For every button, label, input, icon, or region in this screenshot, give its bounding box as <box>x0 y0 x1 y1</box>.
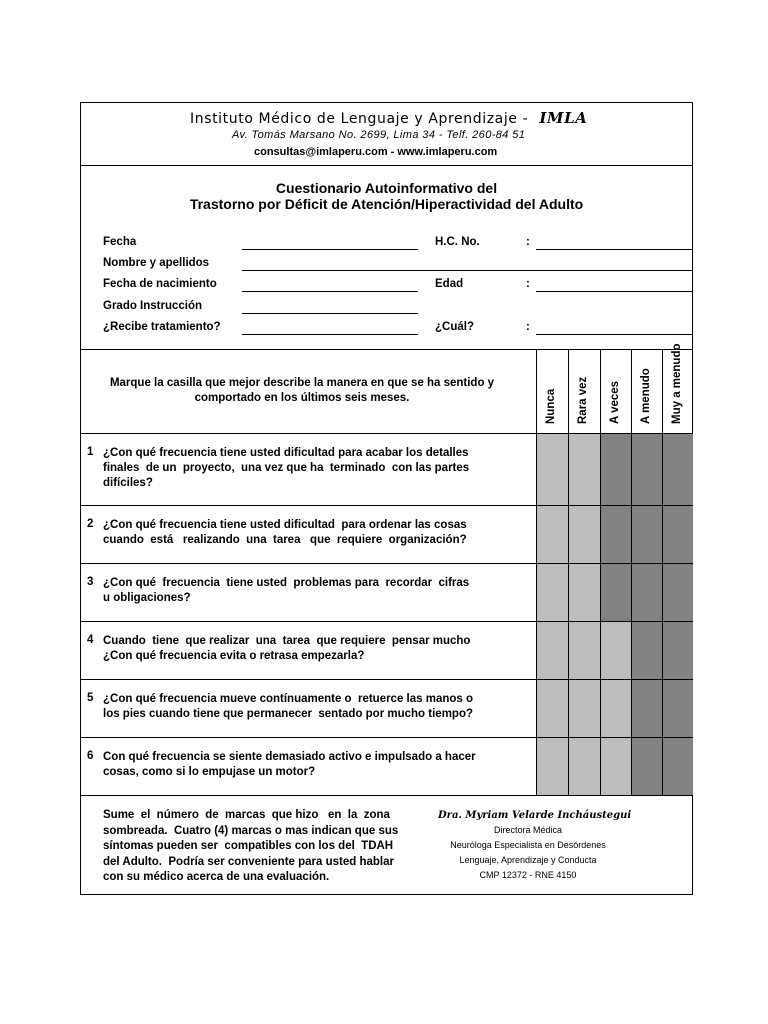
cual-field[interactable] <box>536 334 693 335</box>
answer-cell-q4-c1[interactable] <box>536 621 568 679</box>
answer-cell-q1-c3[interactable] <box>600 433 631 505</box>
cual-label: ¿Cuál? <box>435 321 474 333</box>
answer-cell-q6-c5[interactable] <box>662 737 693 795</box>
answer-cell-q1-c4[interactable] <box>631 433 662 505</box>
fecha-label: Fecha <box>103 236 137 248</box>
contact-line: consultas@imlaperu.com - www.imlaperu.com <box>254 146 498 158</box>
tratamiento-label: ¿Recibe tratamiento? <box>103 321 221 333</box>
doctor-name: Dra. Myriam Velarde Incháustegui <box>438 810 632 821</box>
title-line-2: Trastorno por Déficit de Atención/Hiperactividad del Adulto <box>189 196 584 212</box>
tratamiento-field[interactable] <box>242 334 418 335</box>
row-divider <box>80 505 693 506</box>
column-divider <box>662 349 663 795</box>
answer-cell-q3-c2[interactable] <box>568 563 600 621</box>
row-divider <box>80 563 693 564</box>
hc-colon: : <box>526 236 530 248</box>
answer-cell-q2-c3[interactable] <box>600 505 631 563</box>
nombre-label: Nombre y apellidos <box>103 257 210 269</box>
row-divider <box>80 621 693 622</box>
question-6-number: 6 <box>87 750 94 762</box>
grado-label: Grado Instrucción <box>103 300 203 312</box>
answer-cell-q3-c4[interactable] <box>631 563 662 621</box>
hc-label: H.C. No. <box>435 236 480 248</box>
fecha-field[interactable] <box>242 249 418 250</box>
column-heading-1: Nunca <box>545 388 557 424</box>
signature-block <box>438 808 632 883</box>
question-6-text: Con qué frecuencia se siente demasiado activo e impulsado a hacer cosas, como si lo empujase un motor? <box>103 751 476 778</box>
row-divider <box>80 737 693 738</box>
question-2-text: ¿Con qué frecuencia tiene usted dificultad para ordenar las cosas cuando está realizando una tarea que requiere organización? <box>103 519 467 546</box>
answer-cell-q5-c5[interactable] <box>662 679 693 737</box>
column-divider <box>536 349 537 795</box>
answer-cell-q6-c2[interactable] <box>568 737 600 795</box>
column-divider <box>568 349 569 795</box>
doctor-role: Directora Médica <box>493 825 563 835</box>
row-divider <box>80 433 693 434</box>
address: Av. Tomás Marsano No. 2699, Lima 34 - Telf. 260-84 51 <box>232 129 526 141</box>
answer-cell-q3-c3[interactable] <box>600 563 631 621</box>
column-divider <box>631 349 632 795</box>
row-divider <box>80 795 693 796</box>
hc-field[interactable] <box>536 249 693 250</box>
answer-cell-q6-c3[interactable] <box>600 737 631 795</box>
instructions: Marque la casilla que mejor describe la manera en que se ha sentido y comportado en los últimos seis meses. <box>109 377 495 404</box>
answer-cell-q1-c1[interactable] <box>536 433 568 505</box>
answer-cell-q1-c2[interactable] <box>568 433 600 505</box>
edad-field[interactable] <box>536 291 693 292</box>
doctor-specialty-1: Neuróloga Especialista en Desórdenes <box>450 840 606 850</box>
question-4-text: Cuando tiene que realizar una tarea que requiere pensar mucho ¿Con qué frecuencia evita o retrasa empezarla? <box>103 635 471 662</box>
answer-cell-q3-c1[interactable] <box>536 563 568 621</box>
column-divider <box>600 349 601 795</box>
answer-cell-q6-c1[interactable] <box>536 737 568 795</box>
question-4-number: 4 <box>87 634 94 646</box>
answer-cell-q4-c3[interactable] <box>600 621 631 679</box>
nacimiento-field[interactable] <box>242 291 418 292</box>
question-1-number: 1 <box>87 446 94 458</box>
question-3-text: ¿Con qué frecuencia tiene usted problemas para recordar cifras u obligaciones? <box>103 577 470 604</box>
row-divider <box>80 679 693 680</box>
answer-cell-q5-c4[interactable] <box>631 679 662 737</box>
column-heading-3: A veces <box>608 380 621 424</box>
answer-cell-q1-c5[interactable] <box>662 433 693 505</box>
answer-cell-q2-c5[interactable] <box>662 505 693 563</box>
summary-text: Sume el número de marcas que hizo en la zona sombreada. Cuatro (4) marcas o mas indican que sus síntomas pueden ser compatibles con los del TDAH del Adulto. Podría ser conveniente para usted hablar con su médico acerca de una evaluación. <box>103 809 399 883</box>
cual-colon: : <box>526 321 530 333</box>
nombre-field[interactable] <box>242 270 693 271</box>
answer-cell-q4-c2[interactable] <box>568 621 600 679</box>
answer-cell-q2-c4[interactable] <box>631 505 662 563</box>
question-5-text: ¿Con qué frecuencia mueve contínuamente o retuerce las manos o los pies cuando tiene que permanecer sentado por mucho tiempo? <box>103 693 474 720</box>
column-heading-4: A menudo <box>639 368 652 424</box>
answer-cell-q4-c4[interactable] <box>631 621 662 679</box>
doctor-specialty-2: Lenguaje, Aprendizaje y Conducta <box>459 855 597 865</box>
answer-cell-q5-c1[interactable] <box>536 679 568 737</box>
edad-label: Edad <box>435 278 464 290</box>
institute-name: Instituto Médico de Lenguaje y Aprendizaje - IMLA <box>190 109 588 127</box>
column-heading-5: Muy a menudo <box>670 343 683 424</box>
imla-logo: IMLA <box>539 109 588 127</box>
answer-cell-q2-c2[interactable] <box>568 505 600 563</box>
answer-cell-q3-c5[interactable] <box>662 563 693 621</box>
question-5-number: 5 <box>87 692 94 704</box>
question-2-number: 2 <box>87 518 94 530</box>
question-1-text: ¿Con qué frecuencia tiene usted dificultad para acabar los detalles finales de un proyecto, una vez que ha terminado con las partes difíciles? <box>103 447 470 489</box>
title-line-1: Cuestionario Autoinformativo del <box>275 180 498 196</box>
header-divider <box>80 165 693 166</box>
nacimiento-label: Fecha de nacimiento <box>103 278 217 290</box>
answer-cell-q5-c3[interactable] <box>600 679 631 737</box>
grado-field[interactable] <box>242 313 418 314</box>
answer-cell-q2-c1[interactable] <box>536 505 568 563</box>
form-divider <box>80 349 693 350</box>
answer-cell-q4-c5[interactable] <box>662 621 693 679</box>
edad-colon: : <box>526 278 530 290</box>
column-heading-2: Rara vez <box>577 376 589 424</box>
answer-cell-q5-c2[interactable] <box>568 679 600 737</box>
question-3-number: 3 <box>87 576 94 588</box>
answer-cell-q6-c4[interactable] <box>631 737 662 795</box>
doctor-registration: CMP 12372 - RNE 4150 <box>479 870 577 880</box>
